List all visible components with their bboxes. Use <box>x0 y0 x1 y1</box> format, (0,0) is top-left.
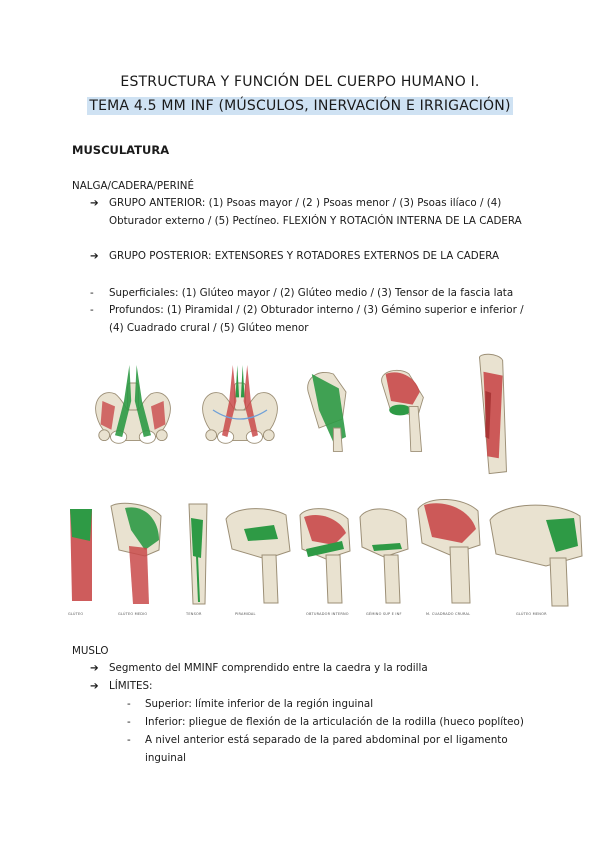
tensor-fascia-lata-illustration <box>183 498 213 608</box>
gluteus-minimus-illustration <box>486 500 586 608</box>
figure-caption: GLÚTEO MEDIO <box>118 612 148 616</box>
gluteus-maximus-illustration <box>66 505 96 605</box>
arrow-bullet-icon: ➔ <box>90 662 99 674</box>
gluteus-medius-illustration <box>105 500 167 608</box>
list-item <box>90 285 540 303</box>
dash-bullet: - <box>127 698 131 710</box>
arrow-bullet-icon: ➔ <box>90 197 99 209</box>
muslo-label: MUSLO <box>72 645 109 657</box>
document-subtitle <box>0 95 600 114</box>
dash-bullet: - <box>127 734 131 746</box>
pelvis-psoas-major-illustration <box>88 365 178 455</box>
arrow-bullet-icon: ➔ <box>90 680 99 692</box>
list-item-text: Segmento del MMINF comprendido entre la caedra y la rodilla <box>109 662 428 674</box>
section-heading: MUSCULATURA <box>72 143 170 157</box>
figure-caption: PIRAMIDAL <box>235 612 256 616</box>
highlighted-subtitle: TEMA 4.5 MM INF (MÚSCULOS, INERVACIÓN E IRRIGACIÓN) <box>89 98 511 114</box>
figure-caption: TENSOR <box>186 612 202 616</box>
arrow-bullet-icon: ➔ <box>90 250 99 262</box>
list-item-text: Superficiales: (1) Glúteo mayor / (2) Glúteo medio / (3) Tensor de la fascia lata <box>109 287 514 299</box>
figure-caption: OBTURADOR INTERNO <box>306 612 349 616</box>
dash-bullet: - <box>90 287 94 299</box>
nalga-label: NALGA/CADERA/PERINÉ <box>72 180 195 192</box>
figure-caption: GLÚTEO MENOR <box>516 612 547 616</box>
list-item <box>90 195 530 230</box>
list-item-text: LÍMITES: <box>109 680 153 692</box>
figure-caption: GÉMINO SUP E INF <box>366 612 402 616</box>
list-item-text: GRUPO POSTERIOR: EXTENSORES Y ROTADORES EXTERNOS DE LA CADERA <box>109 250 500 262</box>
list-item-text: Inferior: pliegue de flexión de la articulación de la rodilla (hueco poplíteo) <box>145 716 524 728</box>
figure-caption: GLÚTEO <box>68 612 84 616</box>
gemelli-illustration <box>356 505 412 605</box>
list-item-text: GRUPO ANTERIOR: (1) Psoas mayor / (2 ) Psoas menor / (3) Psoas ilíaco / (4) Obturador externo / (5) Pectíneo. FLEXIÓN Y ROTACIÓN INTERNA DE LA CADERA <box>109 197 522 227</box>
pelvis-psoas-minor-illustration <box>195 365 285 455</box>
piriformis-illustration <box>222 505 294 605</box>
obturator-externus-illustration <box>372 365 437 455</box>
iliacus-illustration <box>300 365 365 455</box>
figure-caption: M. CUADRADO CRURAL <box>426 612 471 616</box>
dash-bullet: - <box>127 716 131 728</box>
list-item <box>90 248 530 266</box>
pectineus-illustration <box>470 352 518 478</box>
document-title: ESTRUCTURA Y FUNCIÓN DEL CUERPO HUMANO I. <box>120 74 480 90</box>
list-item <box>127 714 547 732</box>
list-item <box>127 696 547 714</box>
list-item <box>90 302 540 337</box>
quadratus-femoris-illustration <box>414 495 484 605</box>
list-item-text: Profundos: (1) Piramidal / (2) Obturador interno / (3) Gémino superior e inferior / (4) Cuadrado crural / (5) Glúteo menor <box>109 304 524 334</box>
list-item-text: Superior: límite inferior de la región inguinal <box>145 698 374 710</box>
list-item <box>90 660 530 678</box>
list-item <box>127 732 547 767</box>
dash-bullet: - <box>90 304 94 316</box>
obturator-internus-illustration <box>296 505 354 605</box>
list-item-text: A nivel anterior está separado de la pared abdominal por el ligamento inguinal <box>145 734 508 764</box>
list-item <box>90 678 530 696</box>
